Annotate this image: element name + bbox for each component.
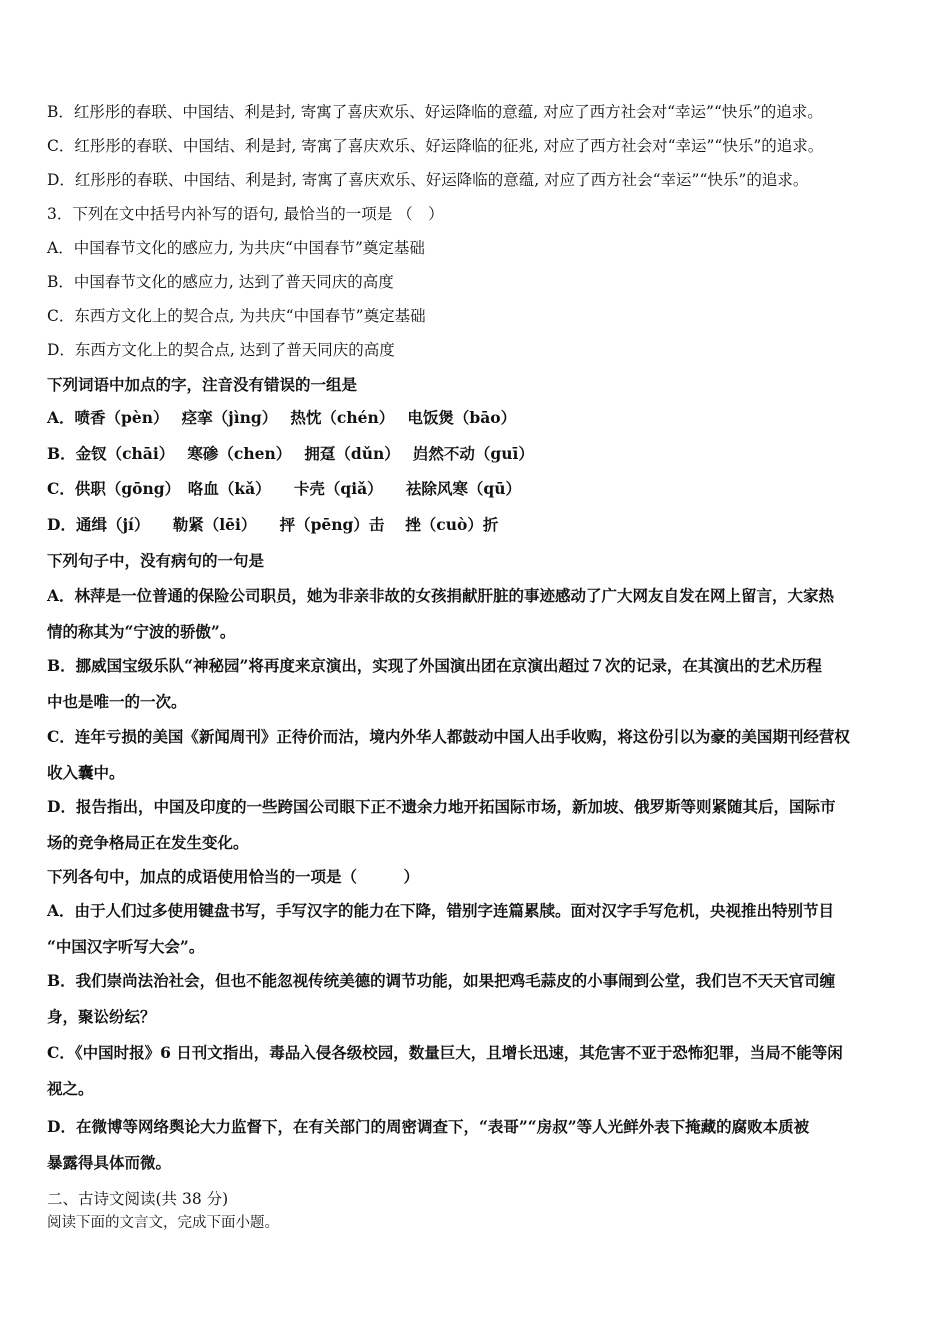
q2-option-c: C．红彤彤的春联、中国结、利是封, 寄寓了喜庆欢乐、好运降临的征兆, 对应了西方社会对“幸运”“快乐”的追求。 bbox=[47, 137, 824, 155]
q6-line: D．在微博等网络舆论大力监督下，在有关部门的周密调查下，“表哥”“房叔”等人光鲜外表下掩藏的腐败本质被 bbox=[47, 1117, 810, 1136]
q3-stem: 3．下列在文中括号内补写的语句, 最恰当的一项是 （ ） bbox=[47, 205, 444, 223]
q5-line: 收入囊中。 bbox=[47, 763, 125, 782]
q6-line: C．《中国时报》6 日刊文指出，毒品入侵各级校园，数量巨大，且增长迅速，其危害不亚于恐怖犯罪，当局不能等闲 bbox=[47, 1043, 843, 1062]
q4-option-b: B．金钗（chāi） 寒碜（chen） 拥趸（dǔn） 岿然不动（guī） bbox=[47, 444, 534, 463]
q3-option-a: A．中国春节文化的感应力, 为共庆“中国春节”奠定基础 bbox=[47, 239, 425, 257]
q6-line: B．我们崇尚法治社会，但也不能忽视传统美德的调节功能，如果把鸡毛蒜皮的小事闹到公堂，我们岂不天天官司缠 bbox=[47, 971, 836, 990]
q6-line: 视之。 bbox=[47, 1079, 94, 1098]
q4-stem: 下列词语中加点的字，注音没有错误的一组是 bbox=[47, 375, 358, 394]
q5-line: B．挪威国宝级乐队“神秘园”将再度来京演出，实现了外国演出团在京演出超过７次的记录，在其演出的艺术历程 bbox=[47, 656, 822, 675]
q5-line: D．报告指出，中国及印度的一些跨国公司眼下正不遗余力地开拓国际市场，新加坡、俄罗斯等则紧随其后，国际市 bbox=[47, 797, 836, 816]
q3-option-c: C．东西方文化上的契合点, 为共庆“中国春节”奠定基础 bbox=[47, 307, 426, 325]
q3-option-b: B．中国春节文化的感应力, 达到了普天同庆的高度 bbox=[47, 273, 394, 291]
q3-option-d: D．东西方文化上的契合点, 达到了普天同庆的高度 bbox=[47, 341, 395, 359]
section-title: 二、古诗文阅读(共 38 分) bbox=[47, 1190, 229, 1208]
q5-line: 中也是唯一的一次。 bbox=[47, 692, 187, 711]
q2-option-d: D．红彤彤的春联、中国结、利是封, 寄寓了喜庆欢乐、好运降临的意蕴, 对应了西方社会“幸运”“快乐”的追求。 bbox=[47, 171, 809, 189]
q6-line: 暴露得具体而微。 bbox=[47, 1153, 172, 1172]
q6-line: A．由于人们过多使用键盘书写，手写汉字的能力在下降，错别字连篇累牍。面对汉字手写危机，央视推出特别节目 bbox=[47, 901, 835, 920]
section-intro: 阅读下面的文言文，完成下面小题。 bbox=[47, 1215, 279, 1231]
q4-option-c: C．供职（gōng） 咯血（kǎ） 卡壳（qiǎ） 祛除风寒（qū） bbox=[47, 479, 522, 498]
q6-stem: 下列各句中，加点的成语使用恰当的一项是（ ） bbox=[47, 867, 420, 886]
q4-option-d: D．通缉（jí） 勒紧（lēi） 抨（pēng）击 挫（cuò）折 bbox=[47, 515, 499, 534]
q5-line: 场的竞争格局正在发生变化。 bbox=[47, 833, 249, 852]
q6-line: 身，聚讼纷纭？ bbox=[47, 1007, 156, 1026]
q6-line: “中国汉字听写大会”。 bbox=[47, 937, 205, 956]
q5-line: C．连年亏损的美国《新闻周刊》正待价而沽，境内外华人都鼓动中国人出手收购，将这份引以为豪的美国期刊经营权 bbox=[47, 727, 850, 746]
q4-option-a: A．喷香（pèn） 痉挛（jìng） 热忱（chén） 电饭煲（bāo） bbox=[47, 408, 517, 427]
q5-stem: 下列句子中，没有病句的一句是 bbox=[47, 551, 265, 570]
q2-option-b: B．红彤彤的春联、中国结、利是封, 寄寓了喜庆欢乐、好运降临的意蕴, 对应了西方社会对“幸运”“快乐”的追求。 bbox=[47, 103, 823, 121]
q5-line: A．林萍是一位普通的保险公司职员，她为非亲非故的女孩捐献肝脏的事迹感动了广大网友自发在网上留言，大家热 bbox=[47, 586, 835, 605]
q5-line: 情的称其为“宁波的骄傲”。 bbox=[47, 622, 236, 641]
